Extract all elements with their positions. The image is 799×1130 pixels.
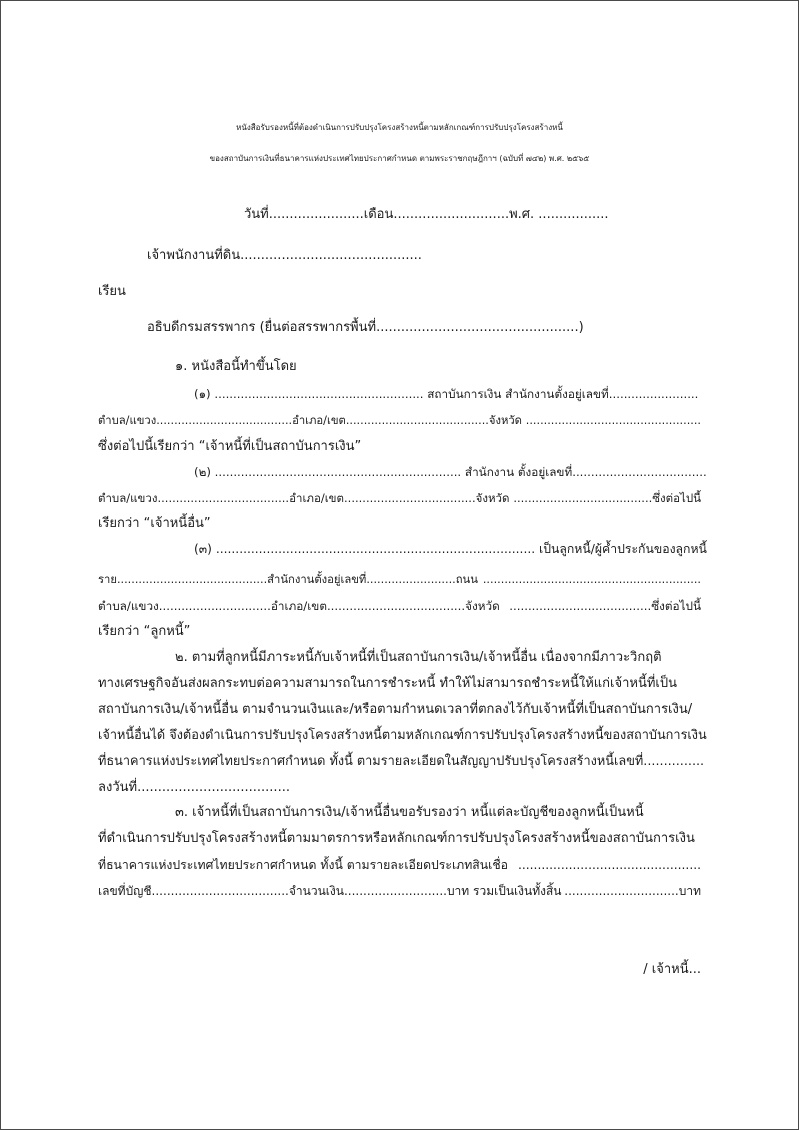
salutation: เรียน xyxy=(98,284,126,299)
section2-line5: ที่ธนาคารแห่งประเทศไทยประกาศกำหนด ทั้งนี้ ตามรายละเอียดในสัญญาปรับปรุงโครงสร้างหนี้เลขที่............... xyxy=(98,754,705,769)
title-line-2: ของสถาบันการเงินที่ธนาคารแห่งประเทศไทยประกาศกำหนด ตามพระราชกฤษฎีกาฯ (ฉบับที่ ๗๔๒) พ.ศ. ๒๕๖๕ xyxy=(209,154,590,163)
section2-line4: เจ้าหนี้อื่นได้ จึงต้องดำเนินการปรับปรุงโครงสร้างหนี้ตามหลักเกณฑ์การปรับปรุงโครงสร้างหนี้ของสถาบันการเงิน xyxy=(98,728,707,743)
party2-line3: เรียกว่า “เจ้าหนี้อื่น” xyxy=(98,516,211,531)
party2-line1: (๒) .................................................................. สำนักงาน ตั้งอยู่เลขที่.................................... xyxy=(194,465,707,479)
party2-line2-right: ......................................ซึ่งต่อไปนี้ xyxy=(513,491,701,505)
party3-line2-right: ............................................................. xyxy=(482,573,701,586)
party1-line2-right: ................................................. xyxy=(525,414,701,427)
party3-line2-left: ราย..........................................สำนักงานตั้งอยู่เลขที่.........................ถนน xyxy=(98,573,478,586)
party3-line4: เรียกว่า “ลูกหนี้” xyxy=(98,624,191,639)
party3-line2 xyxy=(98,571,701,589)
party3-line3-left: ตำบล/แขวง..............................อำเภอ/เขต.....................................จังหวัด xyxy=(98,599,500,613)
section3-line4-left: เลขที่บัญชี....................................จำนวนเงิน...........................บาท รวมเป็นเงินทั้งสิ้น xyxy=(98,884,562,898)
section3-line4-right: ..............................บาท xyxy=(564,884,701,898)
section3-line2: ที่ดำเนินการปรับปรุงโครงสร้างหนี้ตามมาตรการหรือหลักเกณฑ์การปรับปรุงโครงสร้างหนี้ของสถาบันการเงิน xyxy=(98,831,695,846)
section2-line3: สถาบันการเงิน/เจ้าหนี้อื่น ตามจำนวนเงินและ/หรือตามกำหนดเวลาที่ตกลงไว้กับเจ้าหนี้ที่เป็นสถาบันการเงิน/ xyxy=(98,702,693,717)
party1-line2-left: ตำบล/แขวง......................................อำเภอ/เขต........................................จังหวัด xyxy=(98,414,522,427)
date-line: วันที่.......................เดือน............................พ.ศ. ................. xyxy=(244,207,609,222)
section2-line6: ลงวันที่..................................... xyxy=(98,780,290,795)
party2-line2-left: ตำบล/แขวง....................................อำเภอ/เขต....................................จังหวัด xyxy=(98,491,510,505)
section2-line1: ๒. ตามที่ลูกหนี้มีภาระหนี้กับเจ้าหนี้ที่เป็นสถาบันการเงิน/เจ้าหนี้อื่น เนื่องจากมีภาวะวิกฤติ xyxy=(175,650,662,665)
party1-line3: ซึ่งต่อไปนี้เรียกว่า “เจ้าหนี้ที่เป็นสถาบันการเงิน” xyxy=(98,439,362,454)
addressee-line: อธิบดีกรมสรรพากร (ยื่นต่อสรรพากรพื้นที่.................................................) xyxy=(147,320,584,335)
party3-line1: (๓) .................................................................................. เป็นลูกหนี้/ผู้ค้ำประกันของลูกหนี้ xyxy=(194,542,707,556)
section1-heading: ๑. หนังสือนี้ทำขึ้นโดย xyxy=(175,359,297,374)
section3-line3 xyxy=(98,856,701,874)
party2-line2 xyxy=(98,489,701,507)
party3-line3-right: ......................................ซึ่งต่อไปนี้ xyxy=(509,599,701,613)
section3-line4 xyxy=(98,882,701,900)
party1-line2 xyxy=(98,412,701,430)
party1-line1: (๑) ........................................................ สถาบันการเงิน สำนักงานตั้งอยู่เลขที่........................ xyxy=(194,387,699,401)
section3-line3-right: ............................................... xyxy=(517,858,701,872)
section3-line3-left: ที่ธนาคารแห่งประเทศไทยประกาศกำหนด ทั้งนี้ ตามรายละเอียดประเภทสินเชื่อ xyxy=(98,858,509,872)
section2-line2: ทางเศรษฐกิจอันส่งผลกระทบต่อความสามารถในการชำระหนี้ ทำให้ไม่สามารถชำระหนี้ให้แก่เจ้าหนี้ที่เป็น xyxy=(98,676,678,691)
section3-line1: ๓. เจ้าหนี้ที่เป็นสถาบันการเงิน/เจ้าหนี้อื่นขอรับรองว่า หนี้แต่ละบัญชีของลูกหนี้เป็นหนี้ xyxy=(175,805,644,820)
party3-line3 xyxy=(98,597,701,615)
continuation-note: / เจ้าหนี้... xyxy=(643,962,701,977)
land-officer-line: เจ้าพนักงานที่ดิน............................................ xyxy=(147,248,422,263)
title-line-1: หนังสือรับรองหนี้ที่ต้องดำเนินการปรับปรุงโครงสร้างหนี้ตามหลักเกณฑ์การปรับปรุงโครงสร้างหนี้ xyxy=(236,123,563,132)
